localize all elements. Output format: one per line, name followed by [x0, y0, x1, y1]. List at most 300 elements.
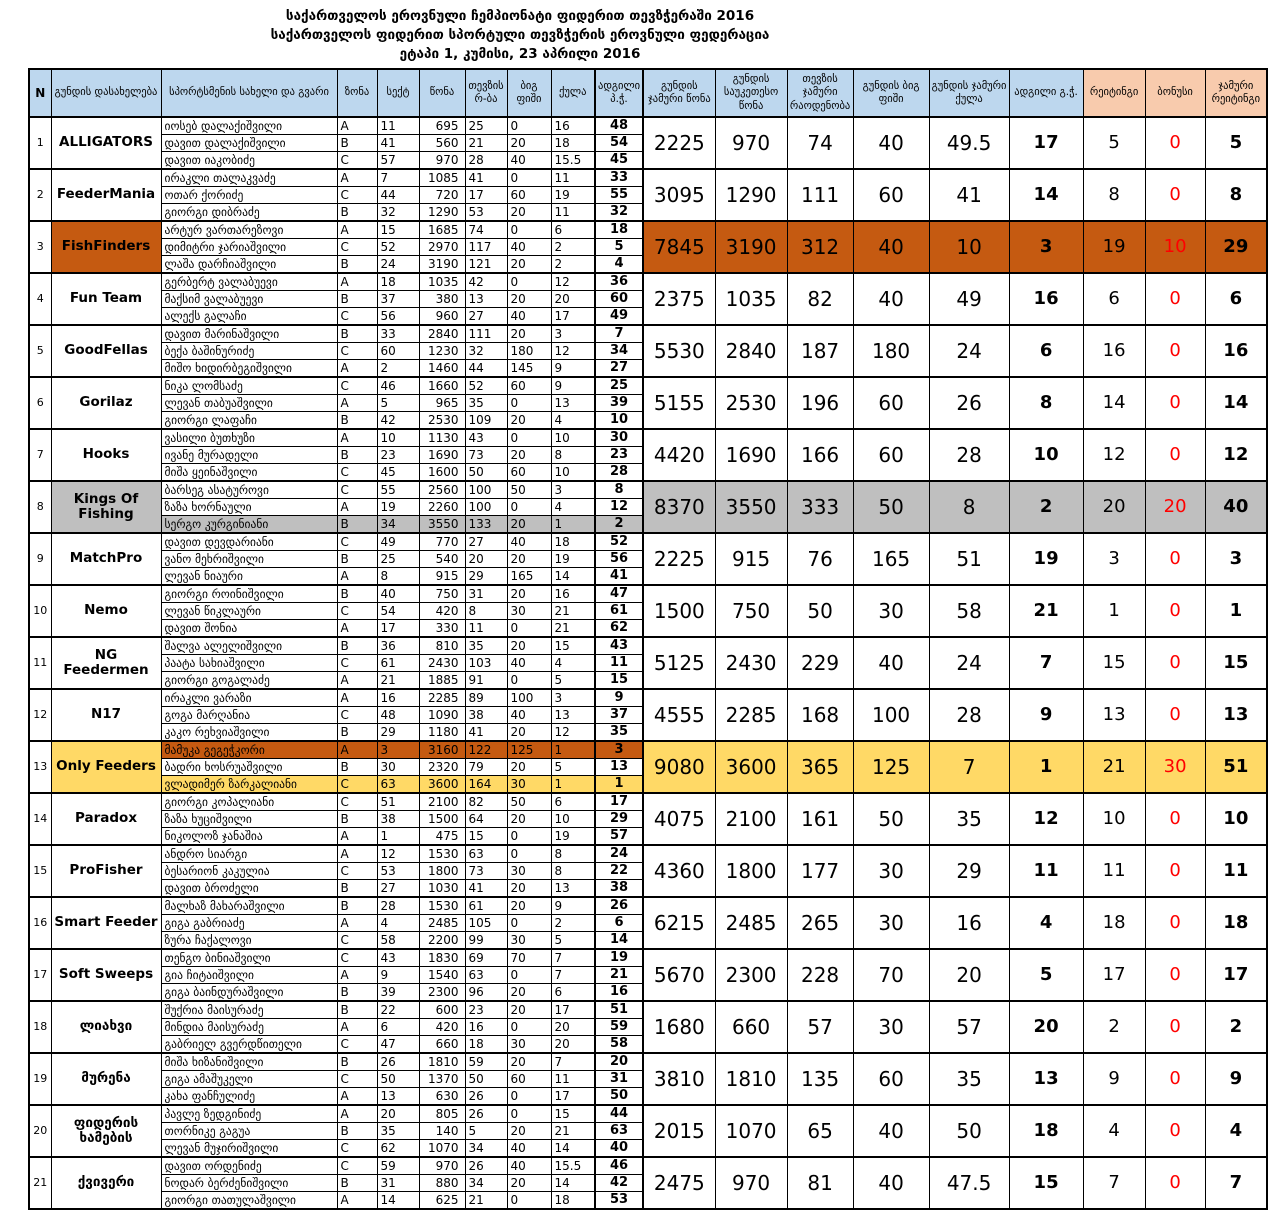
championship-title: საქართველოს ეროვნული ჩემპიონატი ფიდერით თევზჭერაში 2016: [285, 8, 755, 24]
member-zone: B: [337, 135, 377, 152]
member-points: 3: [551, 689, 595, 707]
team-total-rating: 9: [1205, 1053, 1267, 1105]
team-total-fish: 81: [787, 1157, 853, 1209]
member-points: 18: [551, 533, 595, 551]
team-rating: 7: [1083, 1157, 1145, 1209]
member-points: 7: [551, 1053, 595, 1071]
member-sector: 48: [377, 707, 419, 724]
team-place: 16: [1009, 273, 1083, 325]
member-fish-count: 18: [465, 1036, 507, 1054]
member-points: 15: [551, 637, 595, 655]
team-total-fish: 135: [787, 1053, 853, 1105]
member-weight: 1830: [419, 949, 465, 967]
member-name: არტურ ვართარეზოვი: [161, 221, 337, 239]
header-row: [29, 69, 1267, 117]
team-place: 6: [1009, 325, 1083, 377]
member-weight: 1530: [419, 897, 465, 915]
team-best-weight: 2300: [715, 949, 787, 1001]
team-total-rating: 6: [1205, 273, 1267, 325]
team-big-fish: 165: [853, 533, 929, 585]
member-points: 7: [551, 949, 595, 967]
team-total-points: 35: [929, 793, 1009, 845]
member-name: ლევან თაბუაშვილი: [161, 395, 337, 412]
member-big-fish: 30: [507, 863, 551, 880]
member-zone: B: [337, 811, 377, 828]
member-sector: 51: [377, 793, 419, 811]
member-weight: 1885: [419, 672, 465, 690]
team-place: 7: [1009, 637, 1083, 689]
member-name: დავით ბროძელი: [161, 880, 337, 898]
member-fish-count: 82: [465, 793, 507, 811]
member-sector: 62: [377, 1140, 419, 1158]
member-big-fish: 0: [507, 967, 551, 984]
member-weight: 475: [419, 828, 465, 846]
member-zone: C: [337, 152, 377, 170]
team-big-fish: 40: [853, 637, 929, 689]
member-big-fish: 20: [507, 811, 551, 828]
member-points: 17: [551, 1088, 595, 1106]
team-total-points: 10: [929, 221, 1009, 273]
team-total-weight: 5125: [643, 637, 715, 689]
member-zone: C: [337, 932, 377, 950]
member-points: 21: [551, 603, 595, 620]
member-weight: 1070: [419, 1140, 465, 1158]
member-fish-count: 53: [465, 204, 507, 222]
header-team-big-fish: გუნდის ბიგ ფიში: [853, 69, 929, 117]
team-best-weight: 660: [715, 1001, 787, 1053]
member-personal-place: 40: [595, 1140, 643, 1158]
member-personal-place: 39: [595, 395, 643, 412]
member-zone: C: [337, 603, 377, 620]
member-sector: 41: [377, 135, 419, 152]
member-name: ბარსეგ ასატუროვი: [161, 481, 337, 499]
team-bonus: 0: [1145, 377, 1205, 429]
member-zone: A: [337, 499, 377, 516]
member-name: გიგა გაბრიაძე: [161, 915, 337, 932]
member-weight: 750: [419, 585, 465, 603]
team-number: 17: [29, 949, 51, 1001]
member-weight: 420: [419, 603, 465, 620]
member-name: ვლადიმერ ზარკალიანი: [161, 776, 337, 794]
member-big-fish: 20: [507, 325, 551, 343]
results-table: [28, 68, 1268, 1210]
member-weight: 1540: [419, 967, 465, 984]
member-personal-place: 26: [595, 897, 643, 915]
member-points: 11: [551, 1071, 595, 1088]
team-total-points: 24: [929, 637, 1009, 689]
member-points: 6: [551, 984, 595, 1002]
member-fish-count: 105: [465, 915, 507, 932]
team-total-rating: 5: [1205, 117, 1267, 169]
member-name: კახა ფანჩულიძე: [161, 1088, 337, 1106]
member-personal-place: 22: [595, 863, 643, 880]
member-zone: A: [337, 1088, 377, 1106]
member-sector: 16: [377, 689, 419, 707]
member-weight: 2485: [419, 915, 465, 932]
team-rating: 21: [1083, 741, 1145, 793]
header-total-rating: ჯამური რეიტინგი: [1205, 69, 1267, 117]
team-total-weight: 5155: [643, 377, 715, 429]
member-weight: 1685: [419, 221, 465, 239]
member-personal-place: 3: [595, 741, 643, 759]
member-big-fish: 0: [507, 273, 551, 291]
member-sector: 27: [377, 880, 419, 898]
member-row: [29, 169, 1267, 187]
team-total-weight: 2475: [643, 1157, 715, 1209]
member-big-fish: 20: [507, 724, 551, 742]
team-number: 4: [29, 273, 51, 325]
team-name: ლიახვი: [51, 1001, 161, 1053]
member-big-fish: 40: [507, 533, 551, 551]
member-sector: 28: [377, 897, 419, 915]
header-team-place: ადგილი გ.ჭ.: [1009, 69, 1083, 117]
member-big-fish: 20: [507, 291, 551, 308]
member-name: დავით მარინაშვილი: [161, 325, 337, 343]
member-name: გიორგი გოგალაძე: [161, 672, 337, 690]
member-weight: 2560: [419, 481, 465, 499]
header-points: ქულა: [551, 69, 595, 117]
member-sector: 26: [377, 1053, 419, 1071]
team-name: ProFisher: [51, 845, 161, 897]
team-total-fish: 265: [787, 897, 853, 949]
member-zone: C: [337, 1140, 377, 1158]
member-points: 6: [551, 793, 595, 811]
member-personal-place: 11: [595, 655, 643, 672]
member-zone: A: [337, 845, 377, 863]
team-total-rating: 12: [1205, 429, 1267, 481]
member-row: [29, 533, 1267, 551]
member-points: 2: [551, 256, 595, 274]
member-personal-place: 38: [595, 880, 643, 898]
team-bonus: 0: [1145, 169, 1205, 221]
member-weight: 1035: [419, 273, 465, 291]
member-points: 5: [551, 672, 595, 690]
team-total-rating: 3: [1205, 533, 1267, 585]
team-place: 17: [1009, 117, 1083, 169]
member-weight: 2970: [419, 239, 465, 256]
member-zone: B: [337, 984, 377, 1002]
member-personal-place: 54: [595, 135, 643, 152]
team-rating: 12: [1083, 429, 1145, 481]
member-weight: 2430: [419, 655, 465, 672]
team-rating: 3: [1083, 533, 1145, 585]
member-name: ზურა ჩაქალოვი: [161, 932, 337, 950]
header-team-total-fish: თევზის ჯამური რაოდენობა: [787, 69, 853, 117]
member-weight: 1085: [419, 169, 465, 187]
member-name: გიორგი როინიშვილი: [161, 585, 337, 603]
team-total-weight: 2225: [643, 533, 715, 585]
member-sector: 19: [377, 499, 419, 516]
member-big-fish: 20: [507, 412, 551, 430]
member-fish-count: 28: [465, 152, 507, 170]
member-points: 12: [551, 724, 595, 742]
member-weight: 3190: [419, 256, 465, 274]
member-big-fish: 0: [507, 620, 551, 638]
member-row: [29, 845, 1267, 863]
member-zone: C: [337, 707, 377, 724]
header-bonus: ბონუსი: [1145, 69, 1205, 117]
member-name: კაკო რეხვიაშვილი: [161, 724, 337, 742]
member-points: 11: [551, 204, 595, 222]
member-personal-place: 14: [595, 932, 643, 950]
member-weight: 3600: [419, 776, 465, 794]
member-weight: 1800: [419, 863, 465, 880]
header-n: N: [29, 69, 51, 117]
member-name: გია ჩიტაიშვილი: [161, 967, 337, 984]
member-personal-place: 25: [595, 377, 643, 395]
team-name: Gorilaz: [51, 377, 161, 429]
member-sector: 3: [377, 741, 419, 759]
team-place: 8: [1009, 377, 1083, 429]
team-best-weight: 970: [715, 1157, 787, 1209]
member-weight: 420: [419, 1019, 465, 1036]
team-total-rating: 13: [1205, 689, 1267, 741]
member-fish-count: 32: [465, 343, 507, 360]
member-name: გიგა ბაინდურაშვილი: [161, 984, 337, 1002]
team-bonus: 10: [1145, 221, 1205, 273]
member-name: გიორგი დიბრაძე: [161, 204, 337, 222]
team-total-points: 8: [929, 481, 1009, 533]
team-rating: 5: [1083, 117, 1145, 169]
team-total-fish: 196: [787, 377, 853, 429]
team-bonus: 0: [1145, 793, 1205, 845]
member-personal-place: 17: [595, 793, 643, 811]
member-points: 2: [551, 915, 595, 932]
member-big-fish: 40: [507, 1140, 551, 1158]
member-big-fish: 20: [507, 1123, 551, 1140]
team-total-rating: 10: [1205, 793, 1267, 845]
team-big-fish: 30: [853, 845, 929, 897]
member-big-fish: 60: [507, 377, 551, 395]
team-total-points: 51: [929, 533, 1009, 585]
member-sector: 6: [377, 1019, 419, 1036]
team-bonus: 0: [1145, 637, 1205, 689]
team-big-fish: 40: [853, 1105, 929, 1157]
member-zone: C: [337, 949, 377, 967]
member-points: 9: [551, 377, 595, 395]
team-rating: 10: [1083, 793, 1145, 845]
member-sector: 52: [377, 239, 419, 256]
team-total-points: 58: [929, 585, 1009, 637]
member-name: შუქრია მაისურაძე: [161, 1001, 337, 1019]
member-personal-place: 52: [595, 533, 643, 551]
member-points: 21: [551, 620, 595, 638]
team-name: NG Feedermen: [51, 637, 161, 689]
member-big-fish: 20: [507, 1001, 551, 1019]
team-total-fish: 312: [787, 221, 853, 273]
member-personal-place: 16: [595, 984, 643, 1002]
member-zone: A: [337, 117, 377, 135]
member-fish-count: 52: [465, 377, 507, 395]
member-zone: C: [337, 481, 377, 499]
team-best-weight: 2485: [715, 897, 787, 949]
team-rating: 15: [1083, 637, 1145, 689]
member-big-fish: 40: [507, 308, 551, 326]
member-zone: A: [337, 273, 377, 291]
team-rating: 13: [1083, 689, 1145, 741]
member-personal-place: 43: [595, 637, 643, 655]
team-number: 3: [29, 221, 51, 273]
team-name: Soft Sweeps: [51, 949, 161, 1001]
member-personal-place: 5: [595, 239, 643, 256]
team-total-rating: 18: [1205, 897, 1267, 949]
member-personal-place: 20: [595, 1053, 643, 1071]
member-personal-place: 48: [595, 117, 643, 135]
member-points: 17: [551, 308, 595, 326]
member-zone: A: [337, 828, 377, 846]
team-best-weight: 1290: [715, 169, 787, 221]
member-sector: 55: [377, 481, 419, 499]
member-points: 4: [551, 412, 595, 430]
team-total-points: 47.5: [929, 1157, 1009, 1209]
member-weight: 2840: [419, 325, 465, 343]
member-fish-count: 5: [465, 1123, 507, 1140]
member-personal-place: 55: [595, 187, 643, 204]
team-total-weight: 6215: [643, 897, 715, 949]
member-weight: 2530: [419, 412, 465, 430]
team-place: 20: [1009, 1001, 1083, 1053]
team-big-fish: 100: [853, 689, 929, 741]
member-points: 10: [551, 811, 595, 828]
member-zone: C: [337, 187, 377, 204]
member-sector: 32: [377, 204, 419, 222]
member-sector: 9: [377, 967, 419, 984]
member-row: [29, 1105, 1267, 1123]
member-big-fish: 0: [507, 845, 551, 863]
member-points: 13: [551, 880, 595, 898]
member-name: თორნიკე გაგუა: [161, 1123, 337, 1140]
member-name: ირაკლი თალაკვაძე: [161, 169, 337, 187]
member-weight: 660: [419, 1036, 465, 1054]
member-zone: A: [337, 741, 377, 759]
member-fish-count: 89: [465, 689, 507, 707]
team-name: FeederMania: [51, 169, 161, 221]
member-personal-place: 7: [595, 325, 643, 343]
member-big-fish: 30: [507, 776, 551, 794]
member-big-fish: 20: [507, 759, 551, 776]
team-total-rating: 17: [1205, 949, 1267, 1001]
header-team-best-weight: გუნდის საუკეთესო წონა: [715, 69, 787, 117]
member-zone: C: [337, 863, 377, 880]
member-fish-count: 61: [465, 897, 507, 915]
member-points: 8: [551, 845, 595, 863]
team-total-weight: 1680: [643, 1001, 715, 1053]
team-number: 20: [29, 1105, 51, 1157]
member-personal-place: 35: [595, 724, 643, 742]
member-personal-place: 29: [595, 811, 643, 828]
member-weight: 1290: [419, 204, 465, 222]
member-points: 18: [551, 1192, 595, 1210]
member-zone: B: [337, 759, 377, 776]
member-points: 17: [551, 1001, 595, 1019]
team-name: MatchPro: [51, 533, 161, 585]
team-big-fish: 180: [853, 325, 929, 377]
team-bonus: 0: [1145, 325, 1205, 377]
member-big-fish: 50: [507, 793, 551, 811]
member-name: გიორგი კოპალიანი: [161, 793, 337, 811]
team-name: Hooks: [51, 429, 161, 481]
member-sector: 15: [377, 221, 419, 239]
member-name: ნოდარ ბერძენიშვილი: [161, 1175, 337, 1192]
member-zone: C: [337, 1071, 377, 1088]
member-personal-place: 58: [595, 1036, 643, 1054]
member-personal-place: 45: [595, 152, 643, 170]
team-rating: 8: [1083, 169, 1145, 221]
member-sector: 21: [377, 672, 419, 690]
team-number: 16: [29, 897, 51, 949]
member-weight: 2320: [419, 759, 465, 776]
member-zone: A: [337, 620, 377, 638]
member-weight: 1180: [419, 724, 465, 742]
member-row: [29, 1001, 1267, 1019]
team-number: 18: [29, 1001, 51, 1053]
team-total-fish: 166: [787, 429, 853, 481]
member-personal-place: 27: [595, 360, 643, 378]
member-zone: A: [337, 221, 377, 239]
member-personal-place: 8: [595, 481, 643, 499]
team-big-fish: 50: [853, 793, 929, 845]
member-name: მინდია მაისურაძე: [161, 1019, 337, 1036]
member-points: 20: [551, 291, 595, 308]
member-weight: 600: [419, 1001, 465, 1019]
member-fish-count: 26: [465, 1088, 507, 1106]
member-zone: C: [337, 377, 377, 395]
member-personal-place: 34: [595, 343, 643, 360]
member-big-fish: 0: [507, 915, 551, 932]
team-bonus: 0: [1145, 845, 1205, 897]
member-name: ვანო მეხრიშვილი: [161, 551, 337, 568]
team-place: 5: [1009, 949, 1083, 1001]
team-place: 14: [1009, 169, 1083, 221]
member-points: 16: [551, 117, 595, 135]
member-fish-count: 26: [465, 1105, 507, 1123]
member-sector: 39: [377, 984, 419, 1002]
team-total-points: 26: [929, 377, 1009, 429]
team-total-fish: 333: [787, 481, 853, 533]
team-total-weight: 4075: [643, 793, 715, 845]
member-big-fish: 20: [507, 897, 551, 915]
member-big-fish: 40: [507, 1157, 551, 1175]
member-zone: B: [337, 204, 377, 222]
member-sector: 56: [377, 308, 419, 326]
team-total-fish: 229: [787, 637, 853, 689]
member-points: 9: [551, 897, 595, 915]
team-total-fish: 65: [787, 1105, 853, 1157]
member-zone: A: [337, 672, 377, 690]
member-fish-count: 109: [465, 412, 507, 430]
member-personal-place: 18: [595, 221, 643, 239]
member-big-fish: 100: [507, 689, 551, 707]
team-best-weight: 1690: [715, 429, 787, 481]
member-personal-place: 24: [595, 845, 643, 863]
team-place: 12: [1009, 793, 1083, 845]
member-weight: 695: [419, 117, 465, 135]
member-fish-count: 29: [465, 568, 507, 586]
member-name: მიშა ხიზანიშვილი: [161, 1053, 337, 1071]
member-weight: 1130: [419, 429, 465, 447]
team-place: 11: [1009, 845, 1083, 897]
member-big-fish: 60: [507, 1071, 551, 1088]
member-name: ნიკა ლომსაძე: [161, 377, 337, 395]
member-points: 19: [551, 551, 595, 568]
member-zone: C: [337, 1036, 377, 1054]
member-points: 2: [551, 239, 595, 256]
team-best-weight: 970: [715, 117, 787, 169]
member-fish-count: 103: [465, 655, 507, 672]
member-points: 15.5: [551, 152, 595, 170]
team-number: 21: [29, 1157, 51, 1209]
team-name: Paradox: [51, 793, 161, 845]
